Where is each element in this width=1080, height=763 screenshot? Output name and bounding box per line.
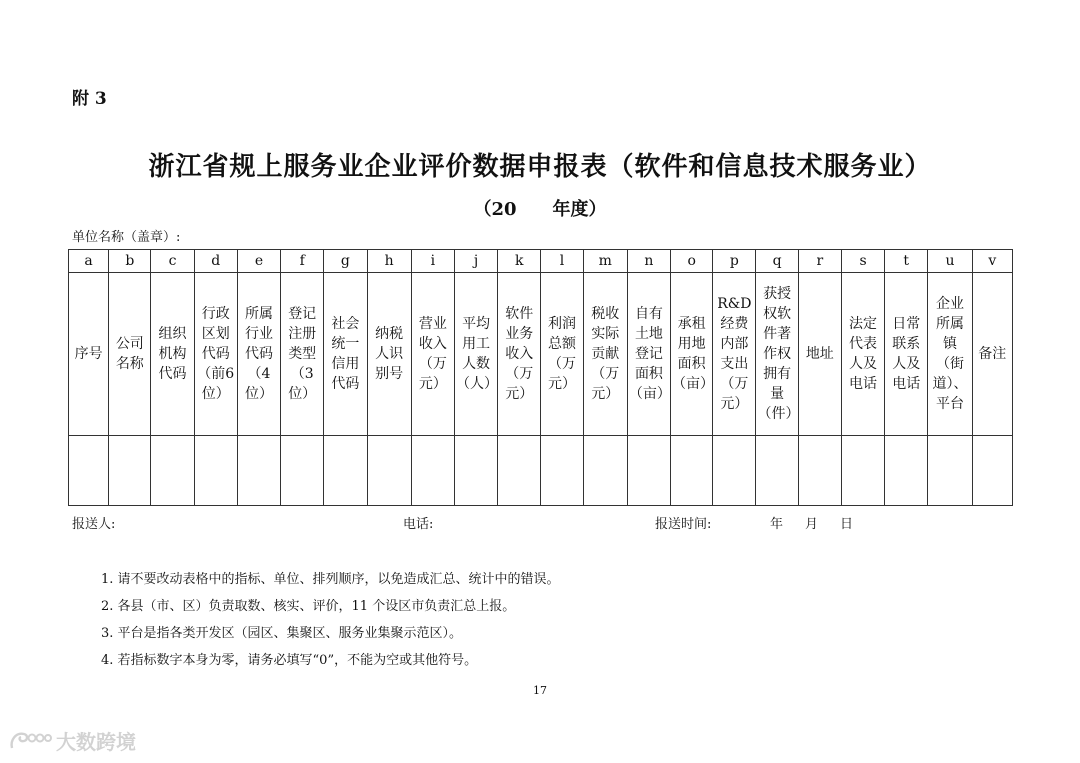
column-header-line: 权软 [763,306,792,322]
column-header-line: （人） [455,376,498,392]
column-header-line: 元） [720,396,749,412]
column-header-line: 元） [548,376,576,392]
column-header [798,273,841,436]
column-header [454,273,497,436]
column-header-line: 区划 [201,326,230,342]
month-char: 月 [805,517,819,532]
column-header-line: 元） [591,386,620,402]
column-header-line: 道）、 [932,376,968,392]
blank-cell [454,436,497,506]
column-header [756,273,798,436]
blank-cell [281,436,324,506]
column-header-line: （万 [720,376,749,392]
column-header-line: 注册 [288,326,317,342]
column-letter: i [411,250,454,273]
column-header-line: 人及 [849,356,878,372]
column-header-line: 人及 [892,356,921,372]
column-header-line: （万 [591,366,620,382]
note-item: 1. 请不要改动表格中的指标、单位、排列顺序，以免造成汇总、统计中的错误。 [101,572,560,587]
column-header-line: 社会 [331,316,360,332]
column-header-line: 代码 [244,346,273,362]
form-title: 浙江省规上服务业企业评价数据申报表（软件和信息技术服务业） [148,152,932,182]
column-header [713,273,756,436]
column-header-line: 人数 [462,356,491,372]
column-header-line: 贡献 [591,346,620,362]
column-letter: p [713,250,756,273]
column-header-line: 行业 [244,326,273,342]
column-header [928,273,972,436]
blank-cell [367,436,411,506]
column-header [972,273,1012,436]
note-item: 2. 各县（市、区）负责取数、核实、评价，11 个设区市负责汇总上报。 [101,599,516,614]
column-letter: v [972,250,1012,273]
column-header [541,273,583,436]
column-header-line: 位） [201,386,230,402]
column-header-line: 电话 [849,376,878,392]
blank-cell [713,436,756,506]
data-entry-row [69,436,1013,506]
column-header-line: 公司 [115,336,144,352]
column-header-line: 联系 [892,336,921,352]
column-header [583,273,627,436]
attachment-label: 附 3 [72,89,107,109]
column-letter: q [756,250,798,273]
column-header-line: 登记 [634,346,663,362]
blank-cell [928,436,972,506]
column-header [627,273,670,436]
column-header-line: 业务 [505,326,534,342]
column-letter: u [928,250,972,273]
blank-cell [151,436,194,506]
column-header-line: 代表 [849,336,878,352]
column-letter: l [541,250,583,273]
column-header-line: 信用 [331,356,360,372]
column-header-line: 收入 [505,346,534,362]
blank-cell [671,436,713,506]
column-letter-row [69,250,1013,273]
column-header [151,273,194,436]
column-header-line: 总额 [548,336,576,352]
page-number: 17 [533,684,547,697]
submitter-label: 报送人: [72,517,116,532]
column-header-line: 营业 [418,316,447,332]
column-letter: b [109,250,151,273]
column-letter: n [627,250,670,273]
column-letter: j [454,250,497,273]
blank-cell [583,436,627,506]
column-letter: r [798,250,841,273]
column-header-line: （万 [505,366,534,382]
blank-cell [885,436,928,506]
column-header-line: （3 [290,366,314,382]
column-header-line: （前6 [197,366,235,382]
unit-name-label: 单位名称（盖章）: [72,230,181,245]
column-header-line: 人识 [375,346,404,362]
column-header-line: 登记 [288,306,317,322]
blank-cell [194,436,237,506]
column-header-line: 代码 [158,366,187,382]
column-header [281,273,324,436]
note-item: 3. 平台是指各类开发区（园区、集聚区、服务业集聚示范区）。 [101,626,463,641]
column-header-line: 承租 [677,316,706,332]
column-header-line: 软件 [505,306,534,322]
blank-cell [798,436,841,506]
column-header-line: 代码 [201,346,230,362]
column-header-line: 企业 [935,296,964,312]
column-header-line: 所属 [244,306,273,322]
column-header-line: 作权 [763,346,792,362]
column-header-line: 税收 [591,306,620,322]
column-header-line: 土地 [634,326,663,342]
watermark-text: 大数跨境 [56,730,136,754]
column-header-line: 面积 [677,356,706,372]
column-header-line: 位） [244,386,273,402]
column-header-line: 元） [418,376,447,392]
watermark-logo-icon [8,728,52,754]
column-header [411,273,454,436]
column-header-line: 用工 [462,336,491,352]
column-header-line: 电话 [892,376,921,392]
submit-time-label: 报送时间: [655,517,712,532]
column-header [109,273,151,436]
column-header-line: 用地 [677,336,706,352]
column-header-line: 纳税 [375,326,404,342]
column-letter: a [69,250,109,273]
column-header-line: 面积 [634,366,663,382]
blank-cell [237,436,280,506]
column-letter: t [885,250,928,273]
column-letter: k [498,250,541,273]
column-header-line: 别号 [375,366,404,382]
blank-cell [541,436,583,506]
column-letter: f [281,250,324,273]
column-header-line: 所属 [935,316,964,332]
blank-cell [324,436,367,506]
column-header [367,273,411,436]
column-header-line: 统一 [331,336,360,352]
column-header-line: 获授 [763,286,792,302]
column-header-line: 行政 [201,306,230,322]
column-letter: g [324,250,367,273]
blank-cell [841,436,884,506]
blank-cell [411,436,454,506]
blank-cell [69,436,109,506]
phone-label: 电话: [403,517,434,532]
column-header [194,273,237,436]
column-header-line: 序号 [74,346,103,362]
note-item: 4. 若指标数字本身为零，请务必填写“0”，不能为空或其他符号。 [101,653,478,668]
column-letter: o [671,250,713,273]
column-letter: e [237,250,280,273]
day-char: 日 [840,517,854,532]
column-header-line: 地址 [805,346,834,362]
column-header [671,273,713,436]
column-header-line: （万 [418,356,447,372]
column-header-line: 机构 [158,346,187,362]
year-line: （20 年度） [473,199,607,220]
column-header-line: 名称 [115,356,144,372]
column-header-line: 代码 [331,376,360,392]
blank-cell [627,436,670,506]
column-header-line: 量 [770,386,785,402]
column-header-line: 法定 [849,316,878,332]
column-header-line: 平台 [935,396,964,412]
column-header-line: 平均 [462,316,491,332]
column-header-line: （万 [548,356,576,372]
year-char: 年 [770,517,784,532]
column-header-line: 位） [288,386,317,402]
column-header-line: 元） [505,386,534,402]
column-header [237,273,280,436]
column-header-line: 实际 [591,326,620,342]
column-header-line: 内部 [720,336,749,352]
column-header-line: 收入 [418,336,447,352]
blank-cell [756,436,798,506]
column-header [324,273,367,436]
column-letter: m [583,250,627,273]
column-header-line: （亩） [628,386,671,402]
column-header-line: 类型 [288,346,317,362]
blank-cell [109,436,151,506]
column-header-line: 日常 [892,316,921,332]
column-header-line: 支出 [720,356,749,372]
column-header-line: R&D [717,296,752,312]
column-header-line: 自有 [634,306,663,322]
blank-cell [498,436,541,506]
column-header-line: （亩） [672,376,715,392]
report-table [68,249,1013,506]
column-header-line: （4 [247,366,271,382]
column-letter: c [151,250,194,273]
blank-cell [972,436,1012,506]
column-header-line: 利润 [548,316,576,332]
column-header-line: 件著 [763,326,792,342]
column-letter: h [367,250,411,273]
column-letter: s [841,250,884,273]
column-header-line: 经费 [720,316,749,332]
column-header-line: 拥有 [763,366,792,382]
column-header-line: （件） [757,406,800,422]
column-header [498,273,541,436]
column-header-line: 组织 [158,326,187,342]
column-header [69,273,109,436]
column-header-row [69,273,1013,436]
column-header [841,273,884,436]
column-header [885,273,928,436]
column-header-line: 镇（街 [935,336,964,372]
watermark [8,726,136,755]
column-header-line: 备注 [978,346,1007,362]
notes-list [101,566,560,674]
report-table-container [68,249,1013,506]
column-letter: d [194,250,237,273]
